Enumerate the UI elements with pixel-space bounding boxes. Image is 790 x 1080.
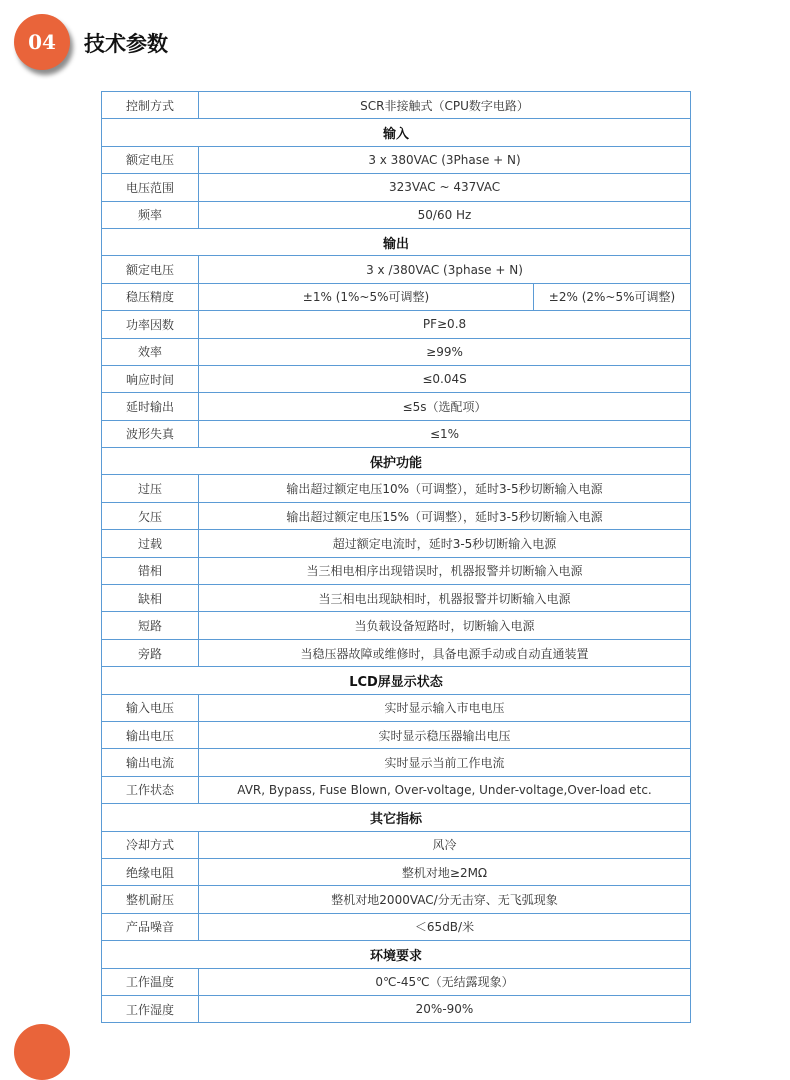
section-heading: 其它指标 bbox=[102, 804, 691, 831]
table-row bbox=[102, 776, 691, 803]
row-label: 整机耐压 bbox=[102, 886, 199, 913]
row-label: 输出电压 bbox=[102, 721, 199, 748]
section-number: 04 bbox=[28, 30, 56, 54]
row-value: 3 x 380VAC (3Phase + N) bbox=[199, 146, 691, 173]
row-value: ≤5s（选配项） bbox=[199, 393, 691, 420]
row-label: 电压范围 bbox=[102, 174, 199, 201]
row-value: 实时显示稳压器输出电压 bbox=[199, 721, 691, 748]
row-value: 20%-90% bbox=[199, 995, 691, 1022]
table-row bbox=[102, 968, 691, 995]
row-label: 额定电压 bbox=[102, 146, 199, 173]
row-value: 3 x /380VAC (3phase + N) bbox=[199, 256, 691, 283]
row-value: ≤1% bbox=[199, 420, 691, 447]
row-label: 控制方式 bbox=[102, 92, 199, 119]
spec-table bbox=[101, 91, 691, 1023]
row-label: 输出电流 bbox=[102, 749, 199, 776]
section-number-badge bbox=[14, 14, 70, 70]
section-heading: 输出 bbox=[102, 228, 691, 255]
section-heading: 保护功能 bbox=[102, 448, 691, 475]
table-row bbox=[102, 913, 691, 940]
table-row bbox=[102, 557, 691, 584]
table-row bbox=[102, 338, 691, 365]
row-label: 波形失真 bbox=[102, 420, 199, 447]
row-value-a: ±1% (1%~5%可调整) bbox=[199, 283, 534, 310]
table-row bbox=[102, 886, 691, 913]
row-value: 整机对地2000VAC/分无击穿、无飞弧现象 bbox=[199, 886, 691, 913]
section-title: 技术参数 bbox=[84, 32, 168, 56]
row-label: 延时输出 bbox=[102, 393, 199, 420]
section-heading: 环境要求 bbox=[102, 941, 691, 968]
row-label: 效率 bbox=[102, 338, 199, 365]
row-value: AVR, Bypass, Fuse Blown, Over-voltage, Under-voltage,Over-load etc. bbox=[199, 776, 691, 803]
row-label: 工作温度 bbox=[102, 968, 199, 995]
row-label: 功率因数 bbox=[102, 311, 199, 338]
row-value: 实时显示当前工作电流 bbox=[199, 749, 691, 776]
row-label: 冷却方式 bbox=[102, 831, 199, 858]
row-label: 额定电压 bbox=[102, 256, 199, 283]
table-row bbox=[102, 420, 691, 447]
row-value: 输出超过额定电压10%（可调整），延时3-5秒切断输入电源 bbox=[199, 475, 691, 502]
row-label: 欠压 bbox=[102, 502, 199, 529]
table-row bbox=[102, 365, 691, 392]
row-value: 323VAC ~ 437VAC bbox=[199, 174, 691, 201]
row-value: ＜65dB/米 bbox=[199, 913, 691, 940]
next-section-badge bbox=[14, 1024, 70, 1080]
section-heading-row bbox=[102, 804, 691, 831]
row-label: 短路 bbox=[102, 612, 199, 639]
row-label: 旁路 bbox=[102, 639, 199, 666]
row-value: ≤0.04S bbox=[199, 365, 691, 392]
table-row bbox=[102, 174, 691, 201]
table-row bbox=[102, 475, 691, 502]
row-value: 当三相电相序出现错误时，机器报警并切断输入电源 bbox=[199, 557, 691, 584]
row-label: 错相 bbox=[102, 557, 199, 584]
row-value: 当负载设备短路时，切断输入电源 bbox=[199, 612, 691, 639]
row-label: 工作湿度 bbox=[102, 995, 199, 1022]
table-row bbox=[102, 311, 691, 338]
table-row bbox=[102, 612, 691, 639]
row-label: 工作状态 bbox=[102, 776, 199, 803]
row-label: 产品噪音 bbox=[102, 913, 199, 940]
row-label: 输入电压 bbox=[102, 694, 199, 721]
table-row bbox=[102, 146, 691, 173]
row-label: 缺相 bbox=[102, 585, 199, 612]
row-value: 风冷 bbox=[199, 831, 691, 858]
row-value: SCR非接触式（CPU数字电路） bbox=[199, 92, 691, 119]
row-value-b: ±2% (2%~5%可调整) bbox=[534, 283, 691, 310]
section-header bbox=[0, 0, 790, 80]
row-value: 当三相电出现缺相时，机器报警并切断输入电源 bbox=[199, 585, 691, 612]
section-heading-row bbox=[102, 941, 691, 968]
table-row bbox=[102, 721, 691, 748]
table-row bbox=[102, 995, 691, 1022]
row-label: 稳压精度 bbox=[102, 283, 199, 310]
table-row bbox=[102, 256, 691, 283]
row-label: 频率 bbox=[102, 201, 199, 228]
section-heading: 输入 bbox=[102, 119, 691, 146]
table-row bbox=[102, 831, 691, 858]
table-row bbox=[102, 858, 691, 885]
table-row bbox=[102, 694, 691, 721]
section-heading-row bbox=[102, 228, 691, 255]
row-value: 当稳压器故障或维修时，具备电源手动或自动直通装置 bbox=[199, 639, 691, 666]
row-value: 0℃-45℃（无结露现象） bbox=[199, 968, 691, 995]
row-value: 输出超过额定电压15%（可调整），延时3-5秒切断输入电源 bbox=[199, 502, 691, 529]
row-value: ≥99% bbox=[199, 338, 691, 365]
table-row bbox=[102, 585, 691, 612]
table-row bbox=[102, 92, 691, 119]
row-value: 超过额定电流时，延时3-5秒切断输入电源 bbox=[199, 530, 691, 557]
row-value: PF≥0.8 bbox=[199, 311, 691, 338]
table-row bbox=[102, 639, 691, 666]
row-label: 绝缘电阻 bbox=[102, 858, 199, 885]
table-row bbox=[102, 201, 691, 228]
section-heading-row bbox=[102, 448, 691, 475]
row-value: 实时显示输入市电电压 bbox=[199, 694, 691, 721]
section-heading-row bbox=[102, 667, 691, 694]
table-row bbox=[102, 530, 691, 557]
row-value: 整机对地≥2MΩ bbox=[199, 858, 691, 885]
row-label: 响应时间 bbox=[102, 365, 199, 392]
row-label: 过压 bbox=[102, 475, 199, 502]
section-heading-row bbox=[102, 119, 691, 146]
row-value: 50/60 Hz bbox=[199, 201, 691, 228]
section-heading: LCD屏显示状态 bbox=[102, 667, 691, 694]
table-row bbox=[102, 393, 691, 420]
row-label: 过载 bbox=[102, 530, 199, 557]
table-row bbox=[102, 502, 691, 529]
table-row bbox=[102, 283, 691, 310]
table-row bbox=[102, 749, 691, 776]
